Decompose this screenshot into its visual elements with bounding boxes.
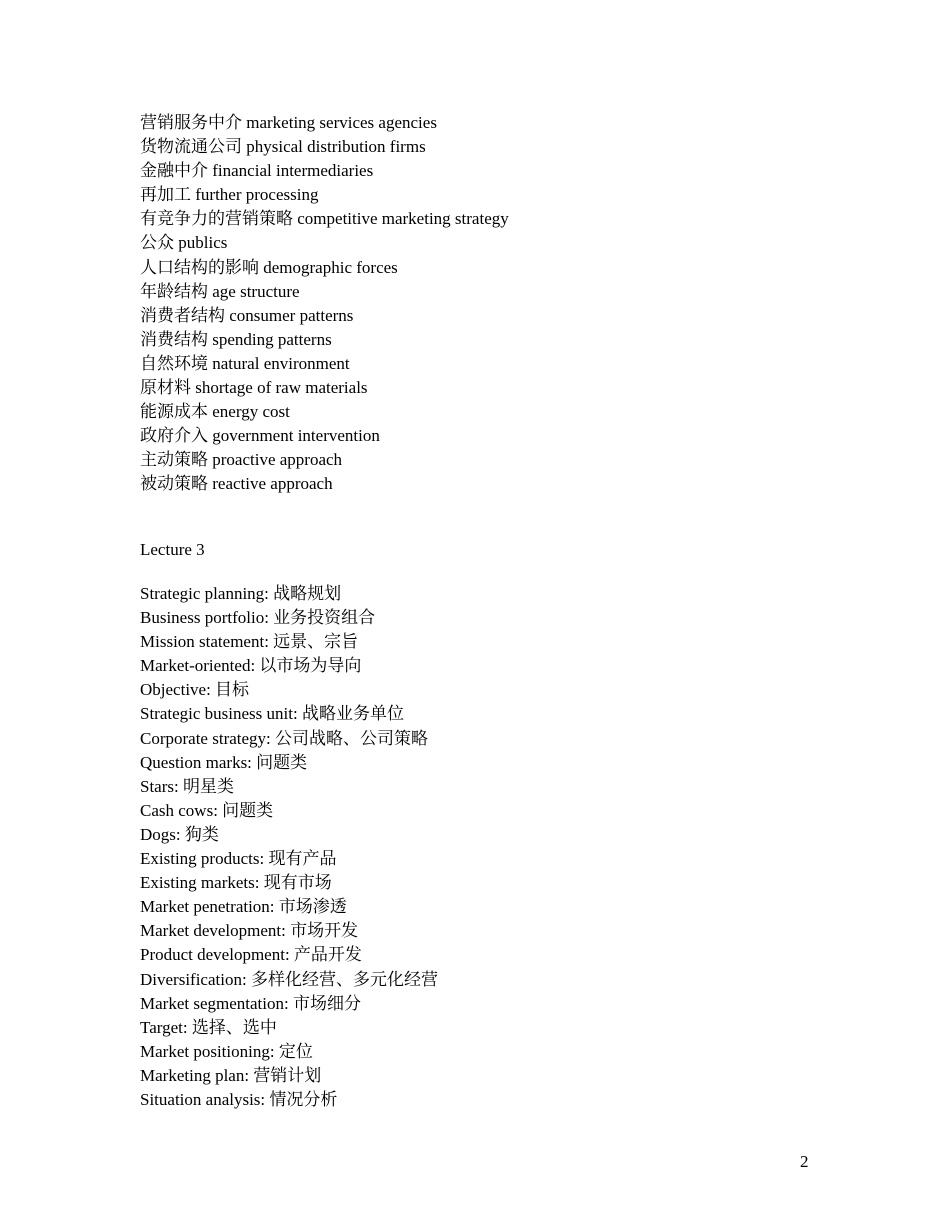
- glossary-entry: 主动策略 proactive approach: [140, 450, 343, 470]
- glossary-entry: Target: 选择、选中: [140, 1017, 277, 1037]
- glossary-entry: Corporate strategy: 公司战略、公司策略: [140, 728, 429, 748]
- glossary-list-part2: [140, 582, 438, 1112]
- glossary-entry: Strategic planning: 战略规划: [140, 584, 342, 603]
- glossary-entry: 能源成本 energy cost: [140, 402, 290, 422]
- glossary-entry: 年龄结构 age structure: [140, 281, 300, 301]
- glossary-entry: 再加工 further processing: [140, 185, 319, 205]
- glossary-entry: Stars: 明星类: [140, 776, 234, 796]
- lecture-heading: Lecture 3: [140, 540, 205, 559]
- glossary-entry: Objective: 目标: [140, 680, 250, 700]
- glossary-entry: 人口结构的影响 demographic forces: [140, 257, 398, 277]
- glossary-entry: Marketing plan: 营销计划: [140, 1065, 322, 1085]
- glossary-entry: 有竞争力的营销策略 competitive marketing strategy: [140, 209, 509, 229]
- glossary-entry: Market segmentation: 市场细分: [140, 993, 361, 1013]
- page-number: 2: [800, 1152, 809, 1171]
- glossary-entry: Existing products: 现有产品: [140, 849, 337, 869]
- glossary-entry: 消费结构 spending patterns: [140, 329, 332, 349]
- glossary-entry: Mission statement: 远景、宗旨: [140, 632, 359, 652]
- glossary-entry: Question marks: 问题类: [140, 752, 308, 772]
- glossary-entry: 政府介入 government intervention: [140, 426, 380, 446]
- glossary-entry: 营销服务中介 marketing services agencies: [140, 113, 437, 132]
- glossary-entry: 金融中介 financial intermediaries: [140, 161, 374, 181]
- glossary-entry: Business portfolio: 业务投资组合: [140, 608, 376, 628]
- glossary-entry: Market development: 市场开发: [140, 921, 359, 941]
- glossary-entry: 被动策略 reactive approach: [140, 474, 333, 494]
- glossary-entry: Situation analysis: 情况分析: [140, 1089, 338, 1109]
- glossary-entry: Product development: 产品开发: [140, 945, 362, 965]
- glossary-entry: 自然环境 natural environment: [140, 353, 350, 373]
- glossary-entry: Dogs: 狗类: [140, 824, 219, 844]
- glossary-entry: Diversification: 多样化经营、多元化经营: [140, 969, 438, 989]
- glossary-entry: Cash cows: 问题类: [140, 800, 274, 820]
- glossary-entry: 消费者结构 consumer patterns: [140, 305, 354, 325]
- glossary-list-part1: [140, 111, 509, 497]
- glossary-entry: Market positioning: 定位: [140, 1041, 313, 1061]
- glossary-entry: Existing markets: 现有市场: [140, 873, 332, 893]
- glossary-entry: 公众 publics: [140, 233, 228, 253]
- glossary-entry: 原材料 shortage of raw materials: [140, 378, 368, 398]
- glossary-entry: Market penetration: 市场渗透: [140, 897, 347, 917]
- glossary-entry: 货物流通公司 physical distribution firms: [140, 137, 426, 157]
- glossary-entry: Strategic business unit: 战略业务单位: [140, 704, 404, 724]
- glossary-entry: Market-oriented: 以市场为导向: [140, 656, 362, 676]
